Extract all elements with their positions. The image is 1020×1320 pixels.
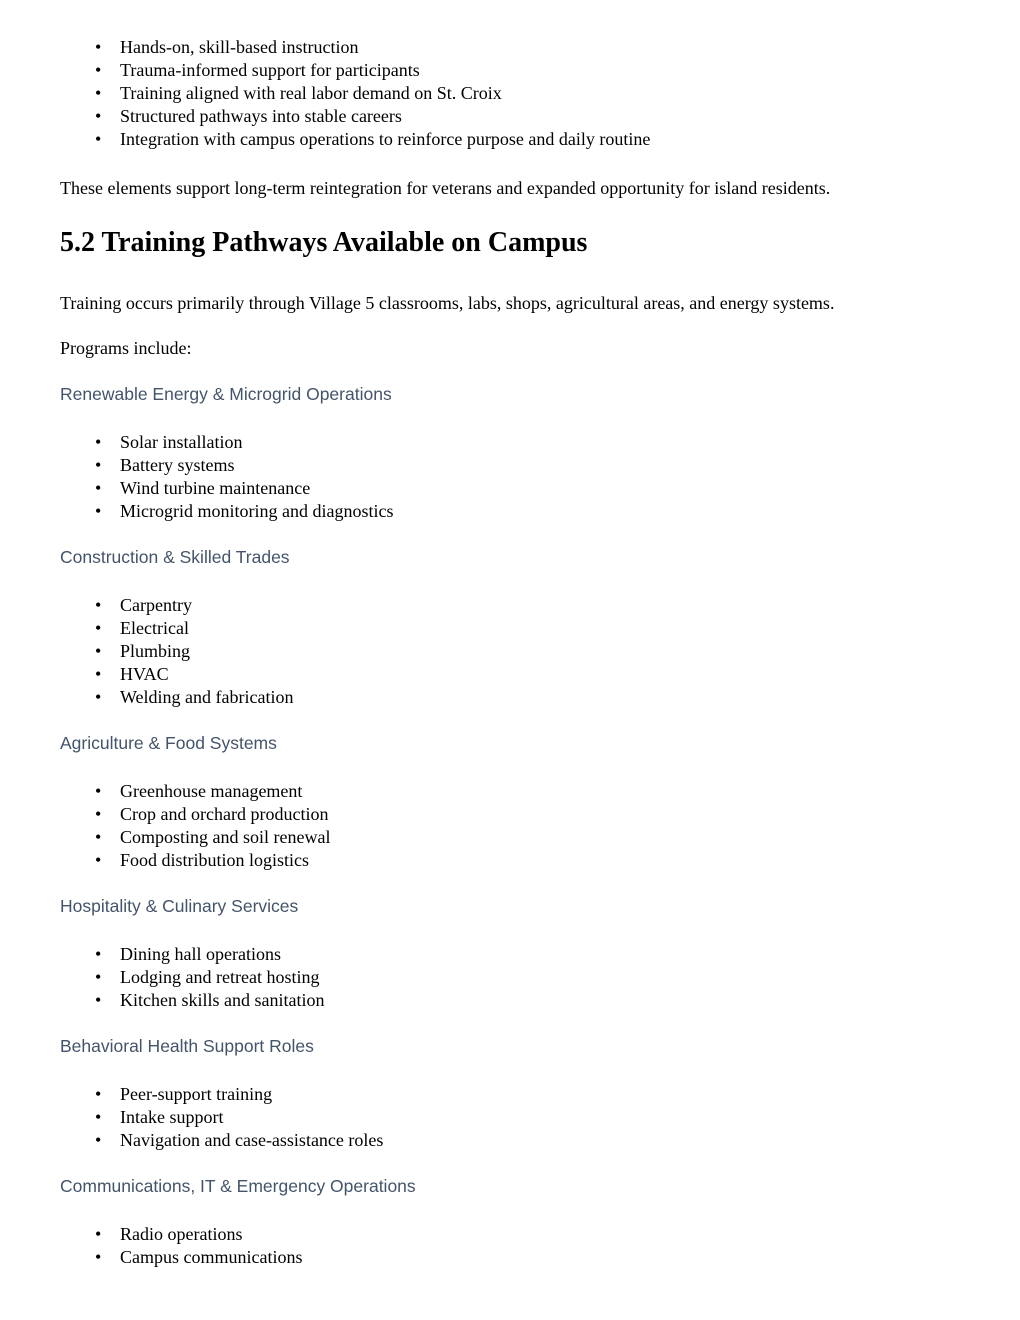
program-list [60,1223,930,1269]
programs-label: Programs include: [60,338,192,358]
program-section [60,383,930,523]
list-item: • Battery systems [120,454,930,477]
list-item: • Lodging and retreat hosting [120,966,930,989]
list-item: • Trauma-informed support for participants [120,59,930,82]
list-item: • Dining hall operations [120,943,930,966]
program-title: Renewable Energy & Microgrid Operations [60,384,392,404]
list-item: • Navigation and case-assistance roles [120,1129,930,1152]
list-item: • Structured pathways into stable careers [120,105,930,128]
list-item: • Training aligned with real labor demand on St. Croix [120,82,930,105]
program-section [60,546,930,709]
program-list [60,780,930,872]
list-item: • Crop and orchard production [120,803,930,826]
list-item: • Wind turbine maintenance [120,477,930,500]
list-item: • Intake support [120,1106,930,1129]
program-list [60,431,930,523]
program-section [60,732,930,872]
intro-list [60,36,930,151]
program-title: Behavioral Health Support Roles [60,1036,314,1056]
list-item: • Electrical [120,617,930,640]
list-item: • Solar installation [120,431,930,454]
program-title: Communications, IT & Emergency Operations [60,1176,416,1196]
list-item: • Peer-support training [120,1083,930,1106]
program-section [60,1175,930,1269]
program-title: Hospitality & Culinary Services [60,896,299,916]
program-list [60,594,930,709]
program-list [60,1083,930,1152]
lead-paragraph: Training occurs primarily through Village 5 classrooms, labs, shops, agricultural areas, and energy systems. [60,293,835,313]
section-heading: 5.2 Training Pathways Available on Campus [60,227,588,258]
program-section [60,1035,930,1152]
list-item: • Kitchen skills and sanitation [120,989,930,1012]
list-item: • Microgrid monitoring and diagnostics [120,500,930,523]
list-item: • Plumbing [120,640,930,663]
list-item: • Food distribution logistics [120,849,930,872]
list-item: • Hands-on, skill-based instruction [120,36,930,59]
program-section [60,895,930,1012]
list-item: • Carpentry [120,594,930,617]
intro-paragraph: These elements support long-term reintegration for veterans and expanded opportunity for island residents. [60,178,831,198]
list-item: • Radio operations [120,1223,930,1246]
programs-container [60,383,930,1269]
list-item: • Composting and soil renewal [120,826,930,849]
program-title: Construction & Skilled Trades [60,547,290,567]
list-item: • Integration with campus operations to reinforce purpose and daily routine [120,128,930,151]
list-item: • HVAC [120,663,930,686]
program-list [60,943,930,1012]
program-title: Agriculture & Food Systems [60,733,277,753]
list-item: • Campus communications [120,1246,930,1269]
list-item: • Welding and fabrication [120,686,930,709]
list-item: • Greenhouse management [120,780,930,803]
